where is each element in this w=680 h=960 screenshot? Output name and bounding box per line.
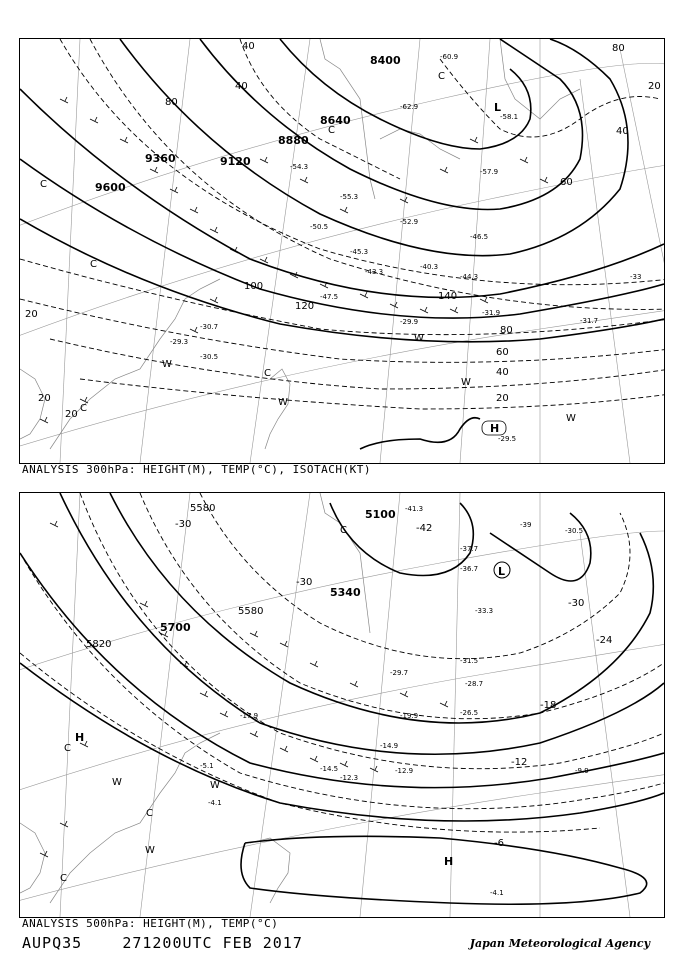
- isotach-label: 80: [165, 97, 178, 108]
- station-temp: -46.5: [470, 233, 489, 241]
- bulletin-code: AUPQ35: [22, 934, 83, 952]
- station-temp: -28.7: [465, 680, 484, 688]
- warm-marker: W: [112, 777, 122, 788]
- coastline-bottom: [20, 493, 370, 903]
- graticule-bottom: [20, 493, 664, 917]
- isotach-label: 80: [500, 325, 513, 336]
- temp-label: -30: [296, 577, 313, 588]
- station-temp: -33.3: [475, 607, 494, 615]
- cold-marker: C: [328, 125, 335, 136]
- warm-marker: W: [145, 845, 155, 856]
- high-center-marker: H: [444, 855, 454, 868]
- station-temp: -44.3: [460, 273, 479, 281]
- station-temp: -36.7: [460, 565, 479, 573]
- station-temps-bottom: [200, 505, 589, 897]
- height-label: 9360: [145, 152, 176, 165]
- low-center-marker: L: [494, 101, 502, 114]
- height-label: 8400: [370, 54, 401, 67]
- station-temp: -58.1: [500, 113, 519, 121]
- station-temp: -29.5: [498, 435, 517, 443]
- station-temp: -9.9: [575, 767, 589, 775]
- station-temp: -12.3: [340, 774, 359, 782]
- station-temp: -47.5: [320, 293, 339, 301]
- chart-300hpa: [19, 38, 665, 464]
- height-label: 8880: [278, 134, 309, 147]
- station-temp: -55.3: [340, 193, 359, 201]
- isotach-label: 40: [242, 41, 255, 52]
- height-label: 9600: [95, 181, 126, 194]
- station-temp: -17.9: [240, 712, 259, 720]
- station-temp: -30.5: [200, 353, 219, 361]
- station-temp: -31.9: [482, 309, 501, 317]
- station-temp: -12.9: [395, 767, 414, 775]
- station-temp: -14.9: [380, 742, 399, 750]
- height-label: 8640: [320, 114, 351, 127]
- cold-marker: C: [340, 525, 347, 536]
- station-temp: -40.3: [420, 263, 439, 271]
- caption-300hpa: ANALYSIS 300hPa: HEIGHT(M), TEMP(°C), ISOTACH(KT): [22, 463, 372, 476]
- isotach-label: 80: [612, 43, 625, 54]
- temp-label: -42: [416, 523, 433, 534]
- height-labels-bottom: [86, 503, 396, 650]
- station-temp: -52.9: [400, 218, 419, 226]
- cold-marker: C: [146, 808, 153, 819]
- temp-label: -18: [540, 700, 557, 711]
- isotach-label: 40: [496, 367, 509, 378]
- cold-marker: C: [40, 179, 47, 190]
- valid-time: 271200UTC FEB 2017: [122, 934, 303, 952]
- isotach-label: 60: [560, 177, 573, 188]
- station-temp: -37.7: [460, 545, 479, 553]
- wind-barbs-bottom: [40, 521, 448, 857]
- low-center-marker: L: [498, 565, 506, 578]
- cold-marker: C: [64, 743, 71, 754]
- high-center-marker: H: [75, 731, 85, 744]
- station-temp: -41.3: [405, 505, 424, 513]
- height-label: 5340: [330, 586, 361, 599]
- warm-marker: W: [461, 377, 471, 388]
- warm-marker: W: [566, 413, 576, 424]
- station-temp: -33: [630, 273, 642, 281]
- isotach-label: 60: [496, 347, 509, 358]
- station-temp: -54.3: [290, 163, 309, 171]
- isotach-label: 20: [38, 393, 51, 404]
- station-temp: -4.1: [208, 799, 222, 807]
- caption-500hpa: ANALYSIS 500hPa: HEIGHT(M), TEMP(°C): [22, 917, 279, 930]
- isotach-label: 100: [244, 281, 264, 292]
- height-label: 5820: [86, 639, 112, 650]
- station-temp: -29.9: [400, 318, 419, 326]
- map-500hpa: [20, 493, 664, 917]
- cold-marker: C: [90, 259, 97, 270]
- temp-label: -30: [175, 519, 192, 530]
- temp-label: -12: [511, 757, 528, 768]
- cold-marker: C: [264, 368, 271, 379]
- height-labels-top: [95, 54, 401, 194]
- chart-500hpa: [19, 492, 665, 918]
- station-temp: -14.5: [320, 765, 339, 773]
- cold-marker: C: [438, 71, 445, 82]
- station-temp: -30.7: [200, 323, 219, 331]
- station-temp: -30.5: [565, 527, 584, 535]
- height-label: 5580: [190, 503, 216, 514]
- warm-marker: W: [210, 780, 220, 791]
- isotach-label: 140: [438, 291, 458, 302]
- station-temps-top: [170, 53, 641, 443]
- temp-labels-bottom: [175, 519, 612, 849]
- isotach-label: 20: [648, 81, 661, 92]
- station-temp: -31.7: [580, 317, 599, 325]
- isotach-label: 20: [65, 409, 78, 420]
- station-temp: -29.7: [390, 669, 409, 677]
- isotach-label: 120: [295, 301, 315, 312]
- isotach-label: 20: [25, 309, 38, 320]
- map-300hpa: [20, 39, 664, 463]
- isotach-label: 20: [496, 393, 509, 404]
- height-label: 5700: [160, 621, 191, 634]
- isotach-label: 40: [235, 81, 248, 92]
- station-temp: -57.9: [480, 168, 499, 176]
- isotach-label: 40: [616, 126, 629, 137]
- center-markers-bottom: [60, 525, 505, 884]
- station-temp: -5.1: [200, 762, 214, 770]
- station-temp: -19.9: [400, 712, 419, 720]
- station-temp: -29.3: [170, 338, 189, 346]
- temp-label: -30: [568, 598, 585, 609]
- station-temp: -43.3: [365, 268, 384, 276]
- height-label: 5580: [238, 606, 264, 617]
- station-temp: -45.3: [350, 248, 369, 256]
- center-markers-top: [40, 71, 576, 435]
- temp-label: -6: [494, 838, 504, 849]
- station-temp: -50.5: [310, 223, 329, 231]
- station-temp: -60.9: [440, 53, 459, 61]
- station-temp: -4.1: [490, 889, 504, 897]
- station-temp: -62.9: [400, 103, 419, 111]
- bulletin-header: [22, 934, 303, 952]
- agency-name: Japan Meteorological Agency: [469, 937, 650, 950]
- temp-label: -24: [596, 635, 613, 646]
- station-temp: -26.5: [460, 709, 479, 717]
- high-center-marker: H: [490, 422, 500, 435]
- height-label: 5100: [365, 508, 396, 521]
- height-contours-top: [20, 39, 664, 449]
- station-temp: -31.5: [460, 657, 479, 665]
- warm-marker: W: [162, 359, 172, 370]
- warm-marker: W: [414, 333, 424, 344]
- warm-marker: W: [278, 397, 288, 408]
- graticule-top: [20, 39, 664, 463]
- station-temp: -39: [520, 521, 532, 529]
- height-label: 9120: [220, 155, 251, 168]
- cold-marker: C: [80, 403, 87, 414]
- cold-marker: C: [60, 873, 67, 884]
